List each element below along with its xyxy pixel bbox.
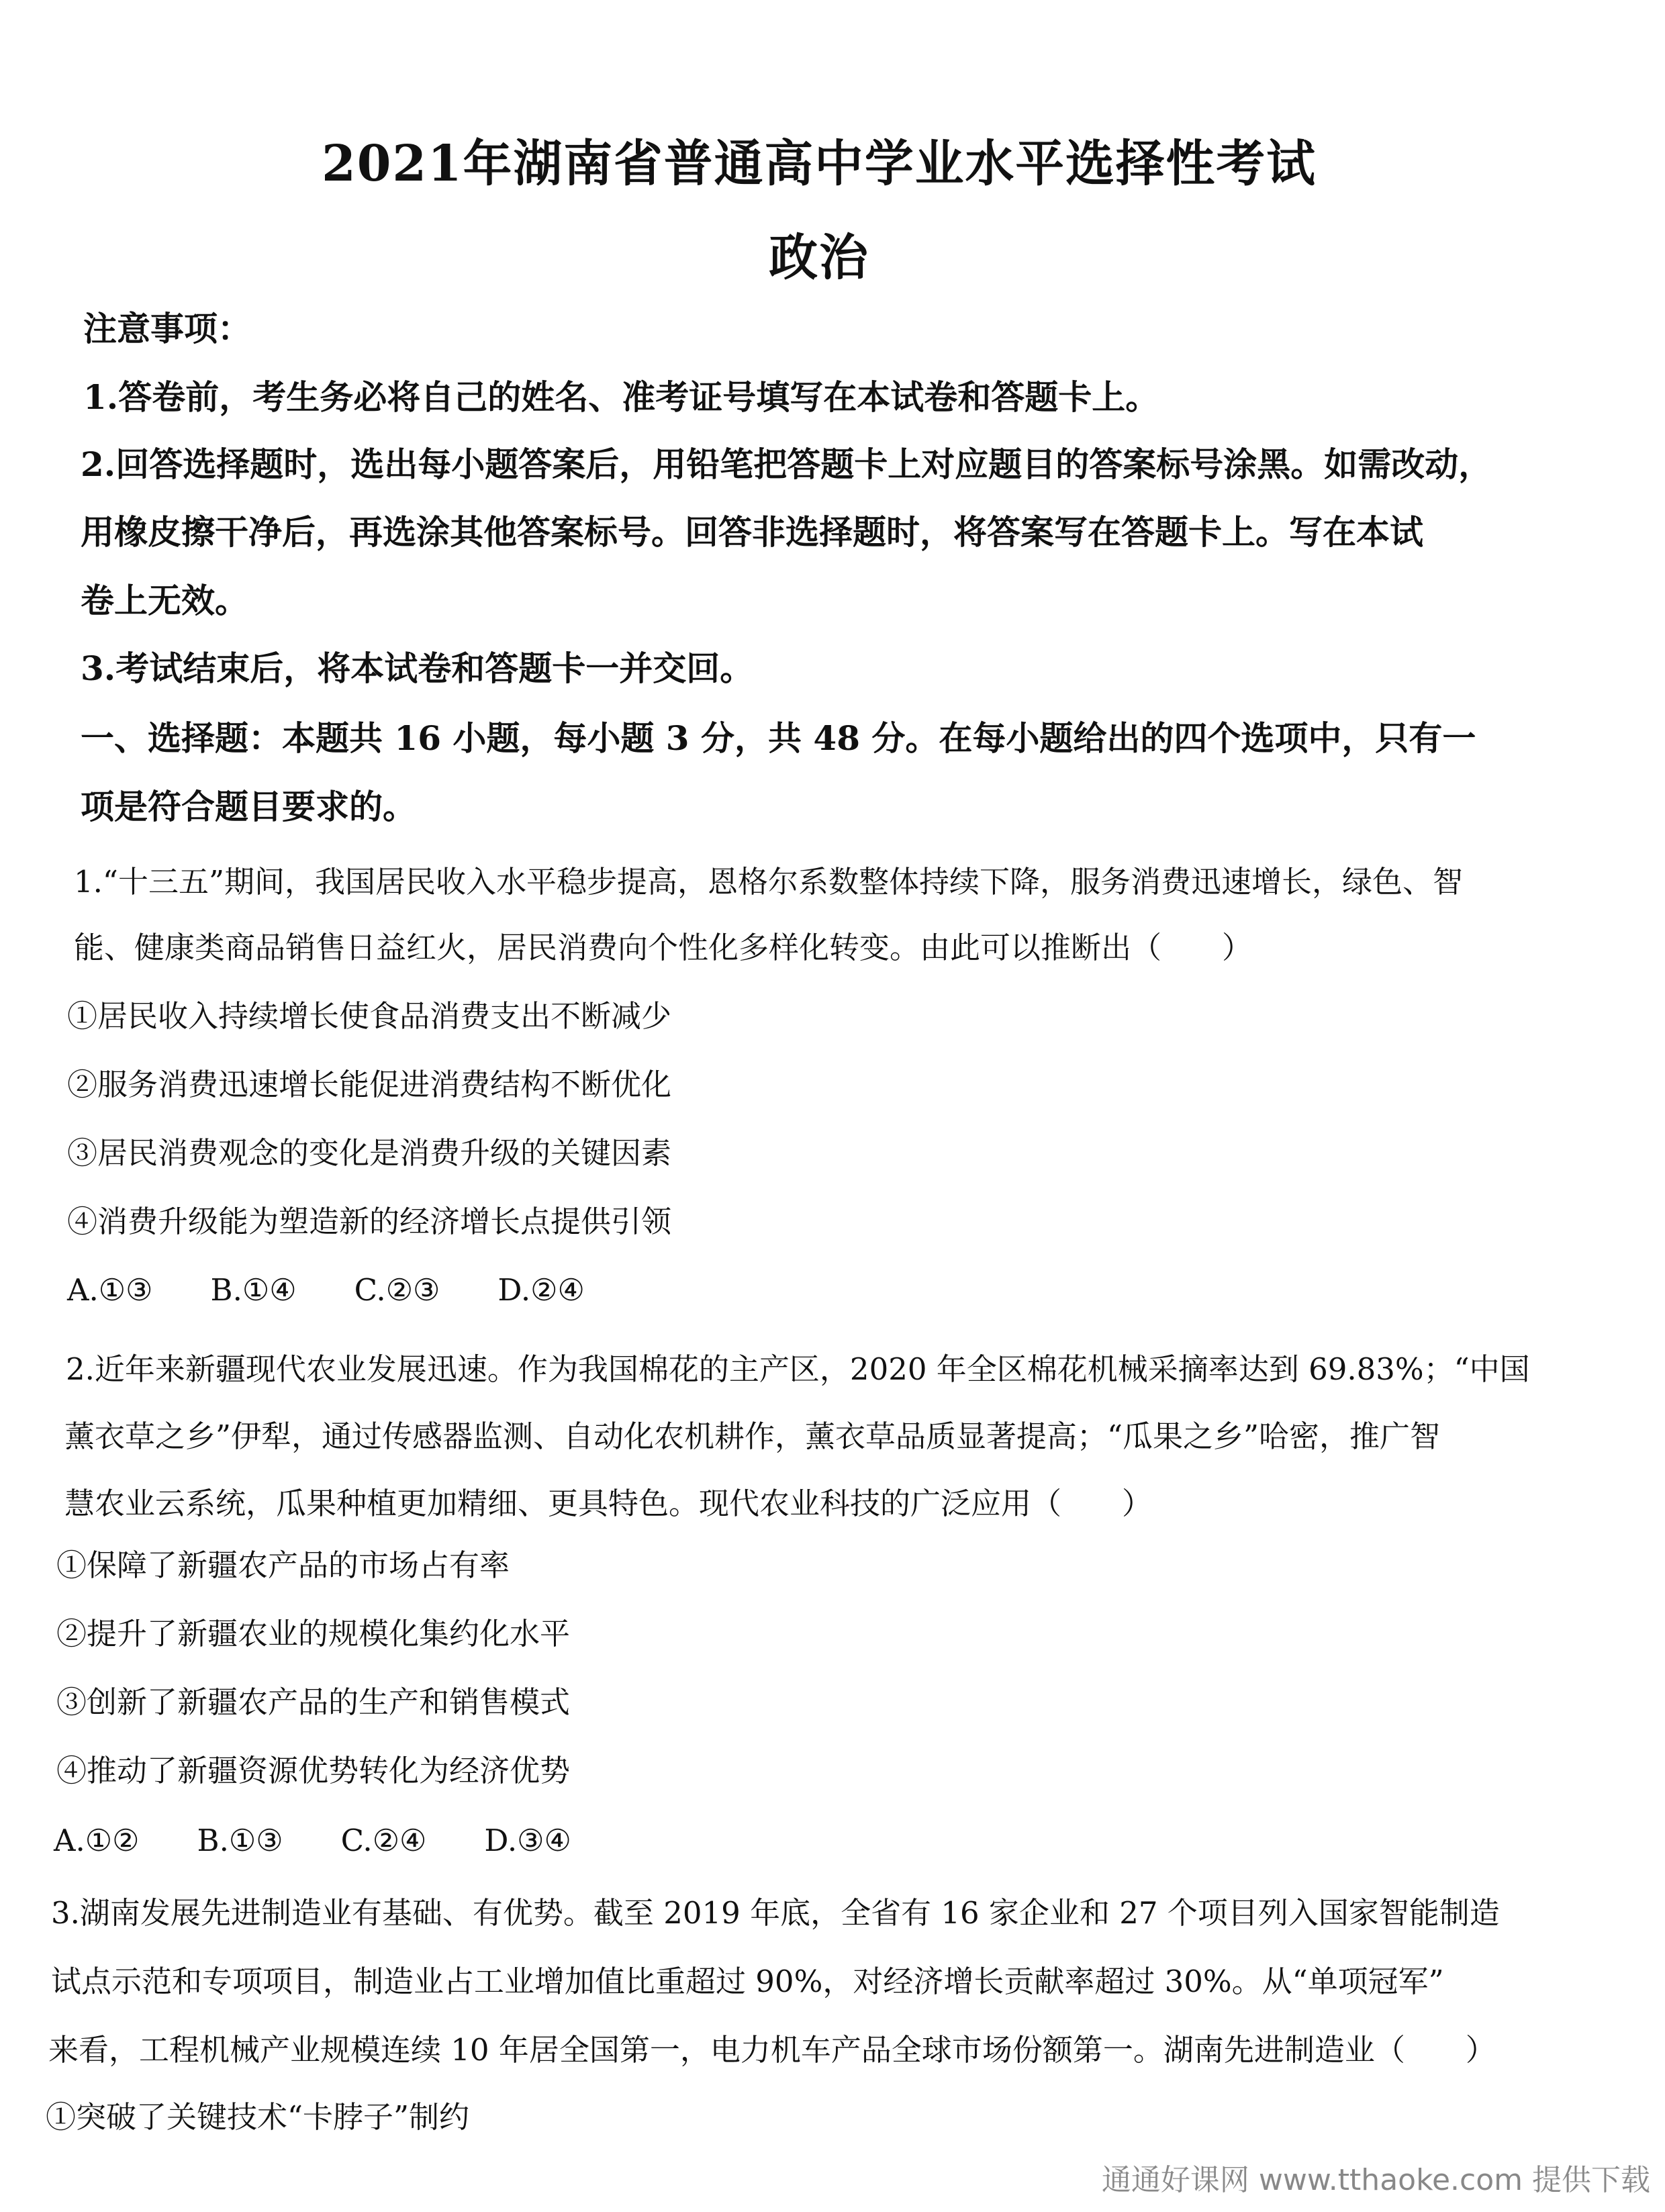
q1-statement-1: ①居民收入持续增长使食品消费支出不断减少 bbox=[67, 998, 672, 1034]
watermark: 通通好课网 www.tthaoke.com 提供下载 bbox=[1101, 2163, 1650, 2197]
q2-stem-line-3: 慧农业云系统，瓜果种植更加精细、更具特色。现代农业科技的广泛应用（ ） bbox=[64, 1486, 1153, 1521]
q1-option-d: D.②④ bbox=[497, 1272, 585, 1308]
notice-item-2-line-2: 用橡皮擦干净后，再选涂其他答案标号。回答非选择题时，将答案写在答题卡上。写在本试 bbox=[81, 512, 1423, 552]
q1-statement-2: ②服务消费迅速增长能促进消费结构不断优化 bbox=[67, 1067, 672, 1102]
subject-title: 政治 bbox=[769, 229, 869, 287]
q2-statement-1: ①保障了新疆农产品的市场占有率 bbox=[56, 1547, 510, 1583]
q1-statement-4: ④消费升级能为塑造新的经济增长点提供引领 bbox=[67, 1204, 672, 1239]
q2-stem-line-1: 2.近年来新疆现代农业发展迅速。作为我国棉花的主产区，2020 年全区棉花机械采摘率达到 69.83%；“中国 bbox=[66, 1351, 1530, 1387]
q2-statement-4: ④推动了新疆资源优势转化为经济优势 bbox=[56, 1753, 571, 1788]
notice-heading: 注意事项： bbox=[83, 309, 251, 348]
q2-option-b: B.①③ bbox=[197, 1823, 283, 1858]
section-1-line-2: 项是符合题目要求的。 bbox=[81, 787, 416, 826]
q2-option-a: A.①② bbox=[54, 1823, 140, 1858]
q1-stem-line-1: 1.“十三五”期间，我国居民收入水平稳步提高，恩格尔系数整体持续下降，服务消费迅速增长，绿色、智 bbox=[74, 864, 1463, 900]
q1-stem-line-2: 能、健康类商品销售日益红火，居民消费向个性化多样化转变。由此可以推断出（ ） bbox=[74, 930, 1253, 965]
notice-item-3: 3.考试结束后，将本试卷和答题卡一并交回。 bbox=[81, 648, 754, 688]
q1-option-c: C.②③ bbox=[354, 1272, 440, 1308]
q1-statement-3: ③居民消费观念的变化是消费升级的关键因素 bbox=[67, 1135, 672, 1171]
exam-title: 2021年湖南省普通高中学业水平选择性考试 bbox=[322, 135, 1317, 193]
q1-options bbox=[67, 1270, 643, 1310]
q3-stem-line-1: 3.湖南发展先进制造业有基础、有优势。截至 2019 年底，全省有 16 家企业和 27 个项目列入国家智能制造 bbox=[51, 1895, 1500, 1931]
notice-item-2-line-3: 卷上无效。 bbox=[81, 581, 248, 620]
section-1-line-1: 一、选择题：本题共 16 小题，每小题 3 分，共 48 分。在每小题给出的四个选项中，只有一 bbox=[81, 718, 1476, 758]
q2-statement-2: ②提升了新疆农业的规模化集约化水平 bbox=[56, 1616, 571, 1651]
q3-stem-line-2: 试点示范和专项项目，制造业占工业增加值比重超过 90%，对经济增长贡献率超过 30%。从“单项冠军” bbox=[51, 1964, 1444, 1999]
q1-option-b: B.①④ bbox=[210, 1272, 297, 1308]
q3-statement-1: ①突破了关键技术“卡脖子”制约 bbox=[46, 2099, 470, 2135]
q1-option-a: A.①③ bbox=[67, 1272, 153, 1308]
q2-options bbox=[54, 1821, 629, 1861]
q2-option-d: D.③④ bbox=[484, 1823, 571, 1858]
q2-option-c: C.②④ bbox=[340, 1823, 427, 1858]
q2-stem-line-2: 薰衣草之乡”伊犁，通过传感器监测、自动化农机耕作，薰衣草品质显著提高；“瓜果之乡”哈密，推广智 bbox=[64, 1418, 1441, 1454]
notice-item-1: 1.答卷前，考生务必将自己的姓名、准考证号填写在本试卷和答题卡上。 bbox=[83, 377, 1159, 417]
notice-item-2-line-1: 2.回答选择题时，选出每小题答案后，用铅笔把答题卡上对应题目的答案标号涂黑。如需改动， bbox=[81, 444, 1492, 484]
q3-stem-line-3: 来看，工程机械产业规模连续 10 年居全国第一，电力机车产品全球市场份额第一。湖南先进制造业（ ） bbox=[48, 2032, 1496, 2068]
q2-statement-3: ③创新了新疆农产品的生产和销售模式 bbox=[56, 1684, 571, 1720]
